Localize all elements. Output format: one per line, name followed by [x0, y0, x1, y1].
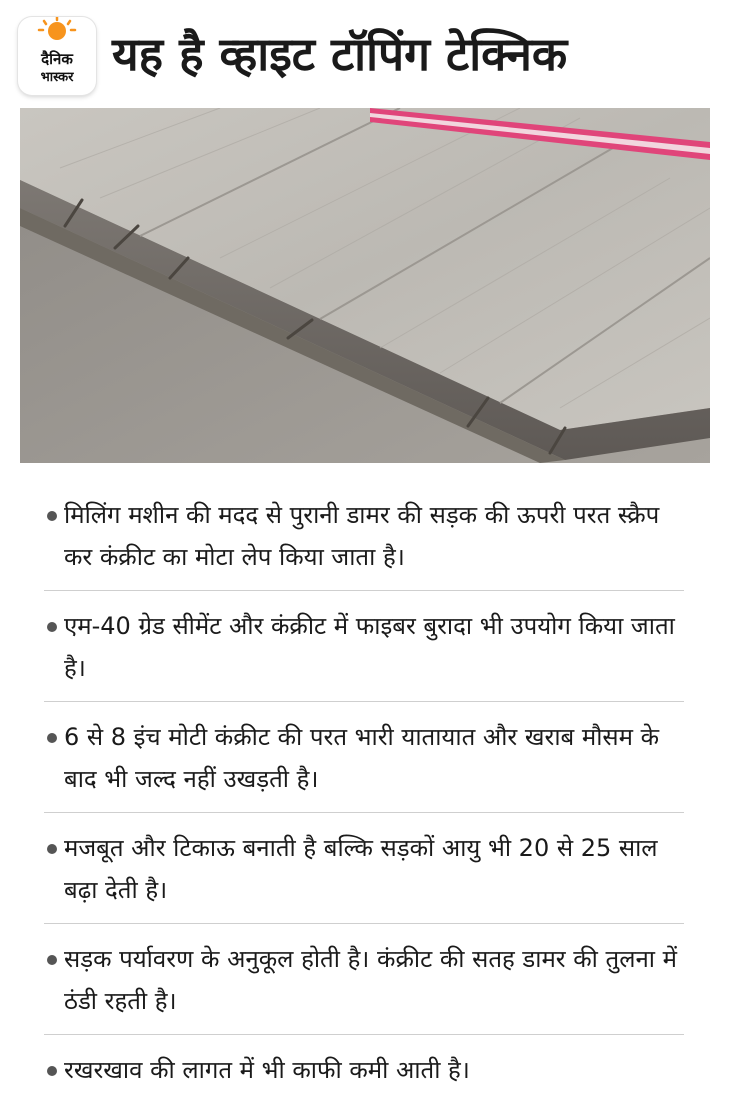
- white-topping-road-image: [20, 108, 710, 463]
- bullet-dot: [47, 511, 57, 521]
- list-item: [44, 480, 684, 591]
- bullet-dot: [47, 622, 57, 632]
- logo-line-2: भास्कर: [40, 70, 74, 85]
- bullet-dot: [47, 733, 57, 743]
- points-list: [44, 480, 684, 1103]
- header: [0, 0, 730, 108]
- list-item-text: एम-40 ग्रेड सीमेंट और कंक्रीट में फाइबर बुरादा भी उपयोग किया जाता है।: [64, 612, 675, 682]
- list-item-text: मिलिंग मशीन की मदद से पुरानी डामर की सड़क की ऊपरी परत स्क्रैप कर कंक्रीट का मोटा लेप किया जाता है।: [64, 501, 660, 571]
- bullet-dot: [47, 1066, 57, 1076]
- road-photo: [20, 108, 710, 463]
- list-item: [44, 591, 684, 702]
- list-item-text: 6 से 8 इंच मोटी कंक्रीट की परत भारी यातायात और खराब मौसम के बाद भी जल्द नहीं उखड़ती है।: [64, 723, 660, 793]
- dainik-bhaskar-logo: [18, 17, 96, 95]
- page-title: यह है व्हाइट टॉपिंग टेक्निक: [112, 27, 568, 81]
- list-item: [44, 702, 684, 813]
- bullet-dot: [47, 955, 57, 965]
- list-item: [44, 924, 684, 1035]
- bullet-dot: [47, 844, 57, 854]
- list-item-text: रखरखाव की लागत में भी काफी कमी आती है।: [64, 1056, 470, 1084]
- list-item-text: मजबूत और टिकाऊ बनाती है बल्कि सड़कों आयु भी 20 से 25 साल बढ़ा देती है।: [64, 834, 658, 904]
- list-item: [44, 1035, 684, 1103]
- logo-line-1: दैनिक: [41, 50, 73, 68]
- list-item-text: सड़क पर्यावरण के अनुकूल होती है। कंक्रीट की सतह डामर की तुलना में ठंडी रहती है।: [64, 945, 677, 1015]
- list-item: [44, 813, 684, 924]
